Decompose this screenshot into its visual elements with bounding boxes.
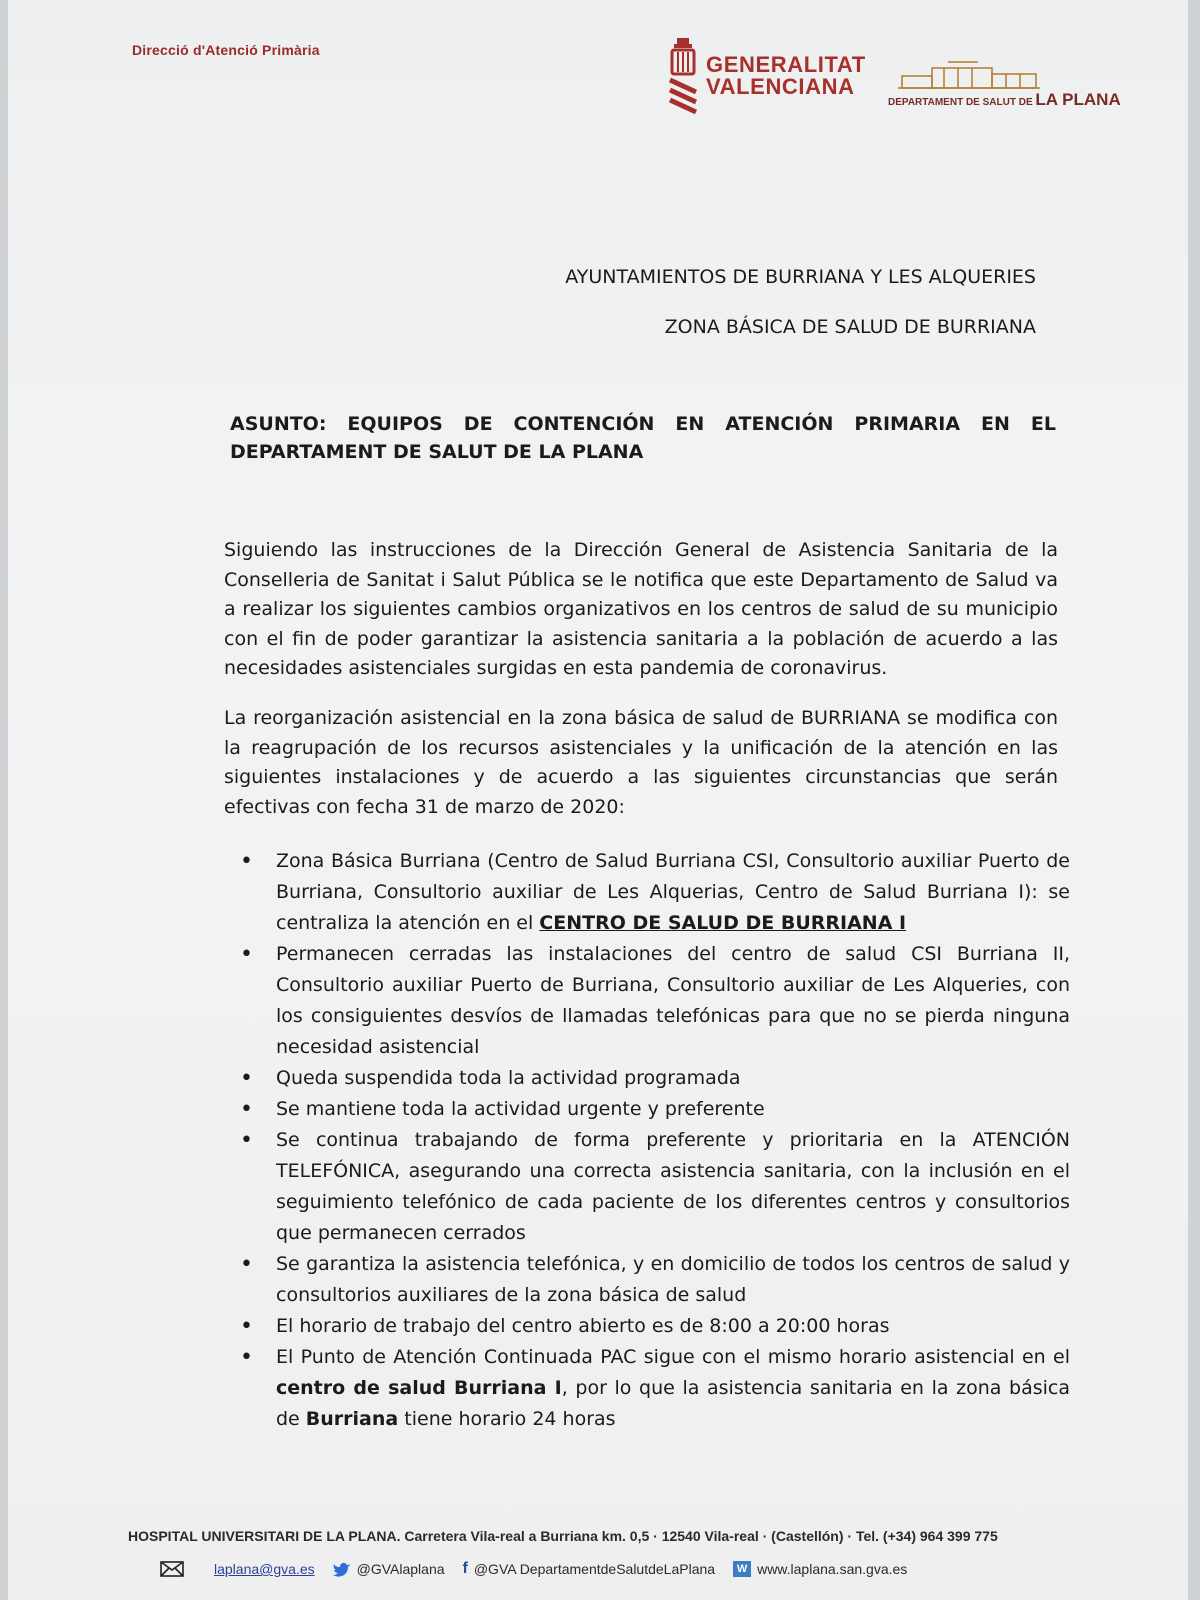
facebook-handle[interactable]: @GVA DepartamentdeSalutdeLaPlana (473, 1561, 716, 1577)
footer-contacts (160, 1560, 925, 1578)
measures-list (240, 846, 1070, 1435)
plana-small-text: DEPARTAMENT DE SALUT DE (888, 97, 1033, 108)
paragraph-intro: Siguiendo las instrucciones de la Dirección General de Asistencia Sanitaria de la Conselleria de Sanitat i Salut Pública se le notifica que este Departamento de Salud va a realizar los siguientes cambios organizativos en los centros de salud de su municipio con el fin de poder garantizar la asistencia sanitaria a la población de acuerdo a las necesidades asistenciales surgidas en esta pandemia de coronavirus. (224, 539, 1058, 679)
email-link[interactable]: laplana@gva.es (214, 1561, 315, 1577)
generalitat-line2: VALENCIANA (706, 74, 855, 99)
list-item: • Se continua trabajando de forma preferente y prioritaria en la ATENCIÓN TELEFÓNICA, asegurando una correcta asistencia sanitaria, con la inclusión en el seguimiento telefónico de cada paciente de los diferentes centros y consultorios que permanecen cerrados (240, 1125, 1070, 1249)
plana-big-text: LA PLANA (1035, 90, 1121, 109)
list-item: • Se garantiza la asistencia telefónica, y en domicilio de todos los centros de salud y consultorios auxiliares de la zona básica de salud (240, 1249, 1070, 1311)
footer-twitter (333, 1561, 445, 1577)
footer-facebook (463, 1560, 716, 1578)
generalitat-emblem-icon (668, 38, 698, 116)
centro-burriana-highlight: CENTRO DE SALUD DE BURRIANA I (539, 912, 907, 934)
footer-address: HOSPITAL UNIVERSITARI DE LA PLANA. Carretera Vila-real a Burriana km. 0,5 · 12540 Vila-real · (Castellón) · Tel. (+34) 964 399 775 (128, 1528, 998, 1544)
website-link[interactable]: www.laplana.san.gva.es (757, 1561, 908, 1577)
footer-email (160, 1561, 315, 1577)
facebook-icon: f (462, 1560, 468, 1577)
list-item: • Queda suspendida toda la actividad programada (240, 1063, 1070, 1094)
list-item: • Se mantiene toda la actividad urgente y preferente (240, 1094, 1070, 1125)
la-plana-caption (888, 90, 1121, 110)
subject-heading: ASUNTO: EQUIPOS DE CONTENCIÓN EN ATENCIÓN PRIMARIA EN EL DEPARTAMENT DE SALUT DE LA PLANA (230, 413, 1056, 463)
list-item: • Permanecen cerradas las instalaciones del centro de salud CSI Burriana II, Consultorio auxiliar Puerto de Burriana, Consultorio auxiliar de Les Alqueries, con los consiguientes desvíos de llamadas telefónicas para que no se pierda ninguna necesidad asistencial (240, 939, 1070, 1063)
list-item: • El Punto de Atención Continuada PAC sigue con el mismo horario asistencial en el centro de salud Burriana I, por lo que la asistencia sanitaria en la zona básica de Burriana tiene horario 24 horas (240, 1342, 1070, 1435)
paragraph-reorganization: La reorganización asistencial en la zona básica de salud de BURRIANA se modifica con la reagrupación de los recursos asistenciales y la unificación de la atención en las siguientes instalaciones y de acuerdo a las siguientes circunstancias que serán efectivas con fecha 31 de marzo de 2020: (224, 707, 1058, 818)
generalitat-logo (668, 38, 866, 116)
list-item: • El horario de trabajo del centro abierto es de 8:00 a 20:00 horas (240, 1311, 1070, 1342)
twitter-icon (333, 1562, 351, 1577)
document-page (8, 0, 1188, 1600)
recipient-line1: AYUNTAMIENTOS DE BURRIANA Y LES ALQUERIES (565, 266, 1036, 288)
list-item: • Zona Básica Burriana (Centro de Salud Burriana CSI, Consultorio auxiliar Puerto de Burriana, Consultorio auxiliar de Les Alquerias, Centro de Salud Burriana I): se centraliza la atención en el CENTRO DE SALUD DE BURRIANA I (240, 846, 1070, 939)
footer-web (733, 1561, 907, 1577)
generalitat-line1: GENERALITAT (706, 52, 866, 77)
twitter-handle[interactable]: @GVAlaplana (356, 1561, 445, 1577)
envelope-icon (160, 1561, 184, 1577)
department-label: Direcció d'Atenció Primària (132, 42, 320, 58)
web-icon: W (733, 1561, 751, 1577)
recipient-line2: ZONA BÁSICA DE SALUD DE BURRIANA (664, 316, 1036, 338)
